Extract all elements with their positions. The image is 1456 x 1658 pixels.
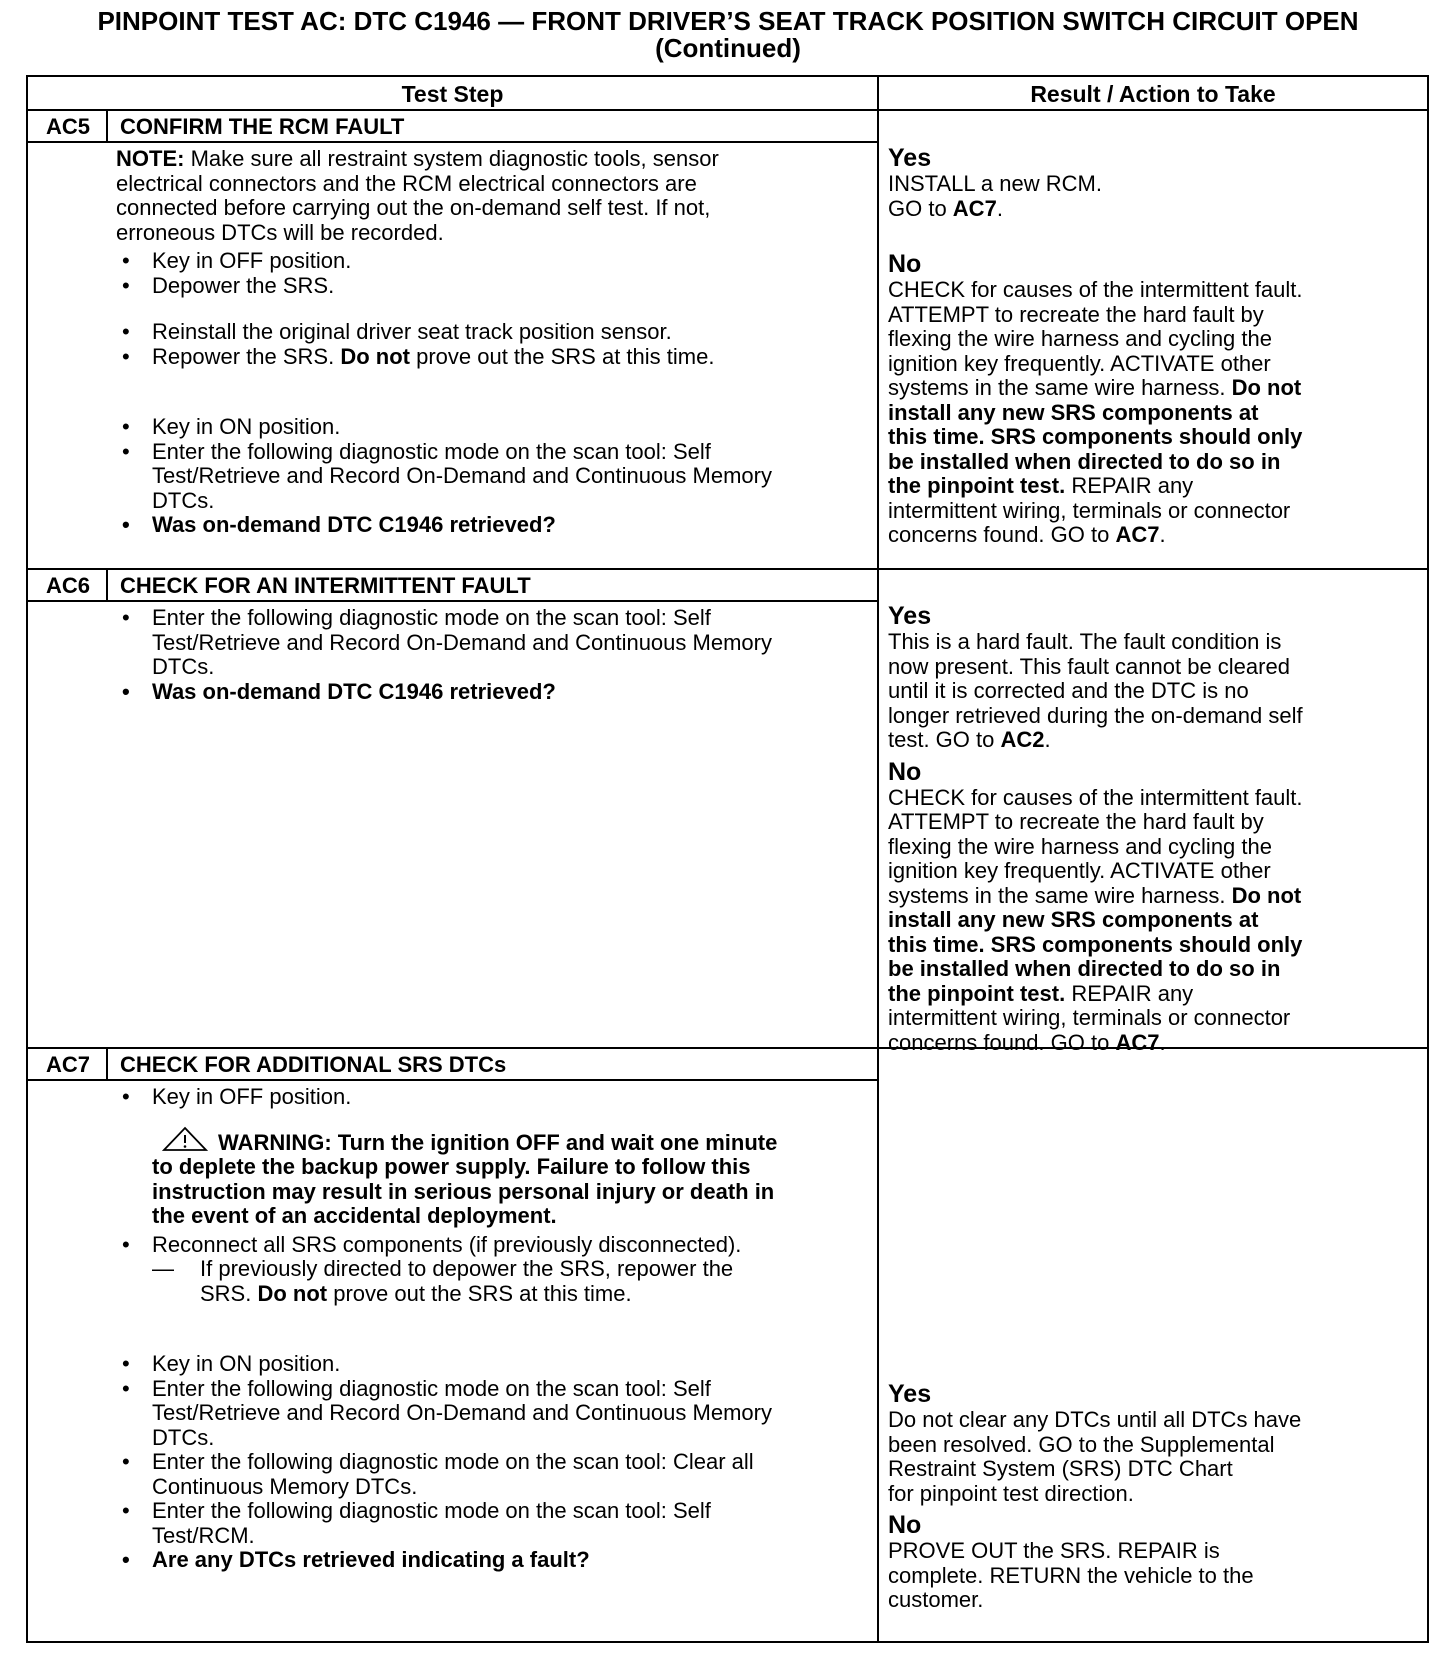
page-title xyxy=(0,8,1456,62)
ac7-no-label: No xyxy=(888,1511,922,1539)
ac5-bullet: • Depower the SRS. xyxy=(116,274,872,299)
ac5-question: • Was on-demand DTC C1946 retrieved? xyxy=(116,513,872,538)
ac7-result: Yes Do not clear any DTCs until all DTCs have been resolved. GO to the Supplemental Restraint System (SRS) DTC Chart for pinpoint test direction. No PROVE OUT the SRS. REPAIR is complete. RETURN the vehicle to the customer. xyxy=(888,1381,1424,1613)
ac6-step-id: AC6 xyxy=(45,573,90,598)
ac5-bullet: • Repower the SRS. Do not prove out the SRS at this time. xyxy=(116,345,872,370)
ac7-bullet: • Key in ON position. xyxy=(116,1352,872,1377)
ac7-bullet: • Key in OFF position. xyxy=(116,1085,872,1110)
ac7-step-title: CHECK FOR ADDITIONAL SRS DTCs xyxy=(120,1052,507,1077)
ac7-bullet: • Enter the following diagnostic mode on the scan tool: Clear all xyxy=(116,1450,872,1475)
ac6-result: Yes This is a hard fault. The fault condition is now present. This fault cannot be cleared until it is corrected and the DTC is no longer retrieved during the on-demand self test. GO to AC2. No CHECK for causes of the intermittent fault. ATTEMPT to recreate the hard fault by flexing the wire harness and cycling the ignition key frequently. ACTIVATE other systems in the same wire harness. Do not install any new SRS components at this time. SRS components should only be installed when directed to do so in the pinpoint test. REPAIR any intermittent wiring, terminals or connector concerns found. GO to AC7. xyxy=(888,603,1424,1055)
ac6-test-step: • Enter the following diagnostic mode on the scan tool: Self Test/Retrieve and Record On-Demand and Continuous Memory DTCs. • Was on-demand DTC C1946 retrieved? xyxy=(116,606,872,704)
ac5-yes-label: Yes xyxy=(888,144,932,172)
ac5-bullet: • Key in OFF position. xyxy=(116,249,872,274)
ac5-bullet: • Key in ON position. xyxy=(116,415,872,440)
ac7-step-id: AC7 xyxy=(45,1052,90,1077)
ac6-question: • Was on-demand DTC C1946 retrieved? xyxy=(116,680,872,705)
ac7-bullet: • Enter the following diagnostic mode on the scan tool: Self xyxy=(116,1377,872,1402)
ac5-no-label: No xyxy=(888,250,922,278)
warning-icon xyxy=(162,1126,208,1152)
ac6-step-title: CHECK FOR AN INTERMITTENT FAULT xyxy=(120,573,531,598)
ac5-result: Yes INSTALL a new RCM. GO to AC7. No CHECK for causes of the intermittent fault. ATTEMPT to recreate the hard fault by flexing the wire harness and cycling the ignition key frequently. ACTIVATE other systems in the same wire harness. Do not install any new SRS components at this time. SRS components should only be installed when directed to do so in the pinpoint test. REPAIR any intermittent wiring, terminals or connector concerns found. GO to AC7. xyxy=(888,145,1424,548)
title-line-1: PINPOINT TEST AC: DTC C1946 — FRONT DRIVER’S SEAT TRACK POSITION SWITCH CIRCUIT OPEN xyxy=(97,6,1359,36)
pinpoint-test-table xyxy=(26,75,1429,1643)
ac6-no-label: No xyxy=(888,757,922,786)
ac5-note: NOTE: Make sure all restraint system diagnostic tools, sensor xyxy=(116,146,719,171)
ac5-bullet: • Reinstall the original driver seat track position sensor. xyxy=(116,320,872,345)
ac5-bullet: • Enter the following diagnostic mode on the scan tool: Self xyxy=(116,440,872,465)
ac7-warning: WARNING: Turn the ignition OFF and wait one minute to deplete the backup power supply. Failure to follow this instruction may result in serious personal injury or death in the event of an accidental deployment. xyxy=(116,1126,872,1229)
ac5-step-id: AC5 xyxy=(45,114,90,139)
ac7-bullet: • Reconnect all SRS components (if previously disconnected). xyxy=(116,1233,872,1258)
ac7-sub-item: — If previously directed to depower the SRS, repower the xyxy=(116,1257,872,1282)
header-test-step: Test Step xyxy=(401,81,504,107)
ac5-step-title: CONFIRM THE RCM FAULT xyxy=(120,114,405,139)
ac7-test-step: • Key in OFF position. WARNING: Turn the ignition OFF and wait one minute to deplete the backup power supply. Failure to follow this instruction may result in serious personal injury or death in the event of an accidental deployment. • Reconnect all SRS components (if previously disconnected). — If previously directed to depower the SRS, repower the SRS. Do not prove out the SRS at this time. • Key in ON position. • Enter the following diagnostic mode on the scan tool: Self Test/Retrieve and Record On-Demand and Continuous Memory DTCs. • Enter the following diagnostic mode on the scan tool: Clear all Continuous Memory DTCs. • Enter the following diagnostic mode on the scan tool: Self Test/RCM. • Are any DTCs retrieved indicating a fault? xyxy=(116,1085,872,1573)
column-divider xyxy=(877,77,879,1641)
title-line-2: (Continued) xyxy=(655,33,801,63)
ac7-bullet: • Enter the following diagnostic mode on the scan tool: Self xyxy=(116,1499,872,1524)
ac7-yes-label: Yes xyxy=(888,1380,932,1408)
ac6-yes-label: Yes xyxy=(888,602,932,630)
ac7-question: • Are any DTCs retrieved indicating a fault? xyxy=(116,1548,872,1573)
ac5-test-step: NOTE: Make sure all restraint system diagnostic tools, sensor electrical connectors and the RCM electrical connectors are connected before carrying out the on-demand self test. If not, erroneous DTCs will be recorded. • Key in OFF position. • Depower the SRS. • Reinstall the original driver seat track position sensor. • Repower the SRS. Do not prove out the SRS at this time. • Key in ON position. • Enter the following diagnostic mode on the scan tool: Self Test/Retrieve and Record On-Demand and Continuous Memory DTCs. • Was on-demand DTC C1946 retrieved? xyxy=(116,147,872,538)
ac6-bullet: • Enter the following diagnostic mode on the scan tool: Self xyxy=(116,606,872,631)
header-result: Result / Action to Take xyxy=(1030,81,1276,107)
